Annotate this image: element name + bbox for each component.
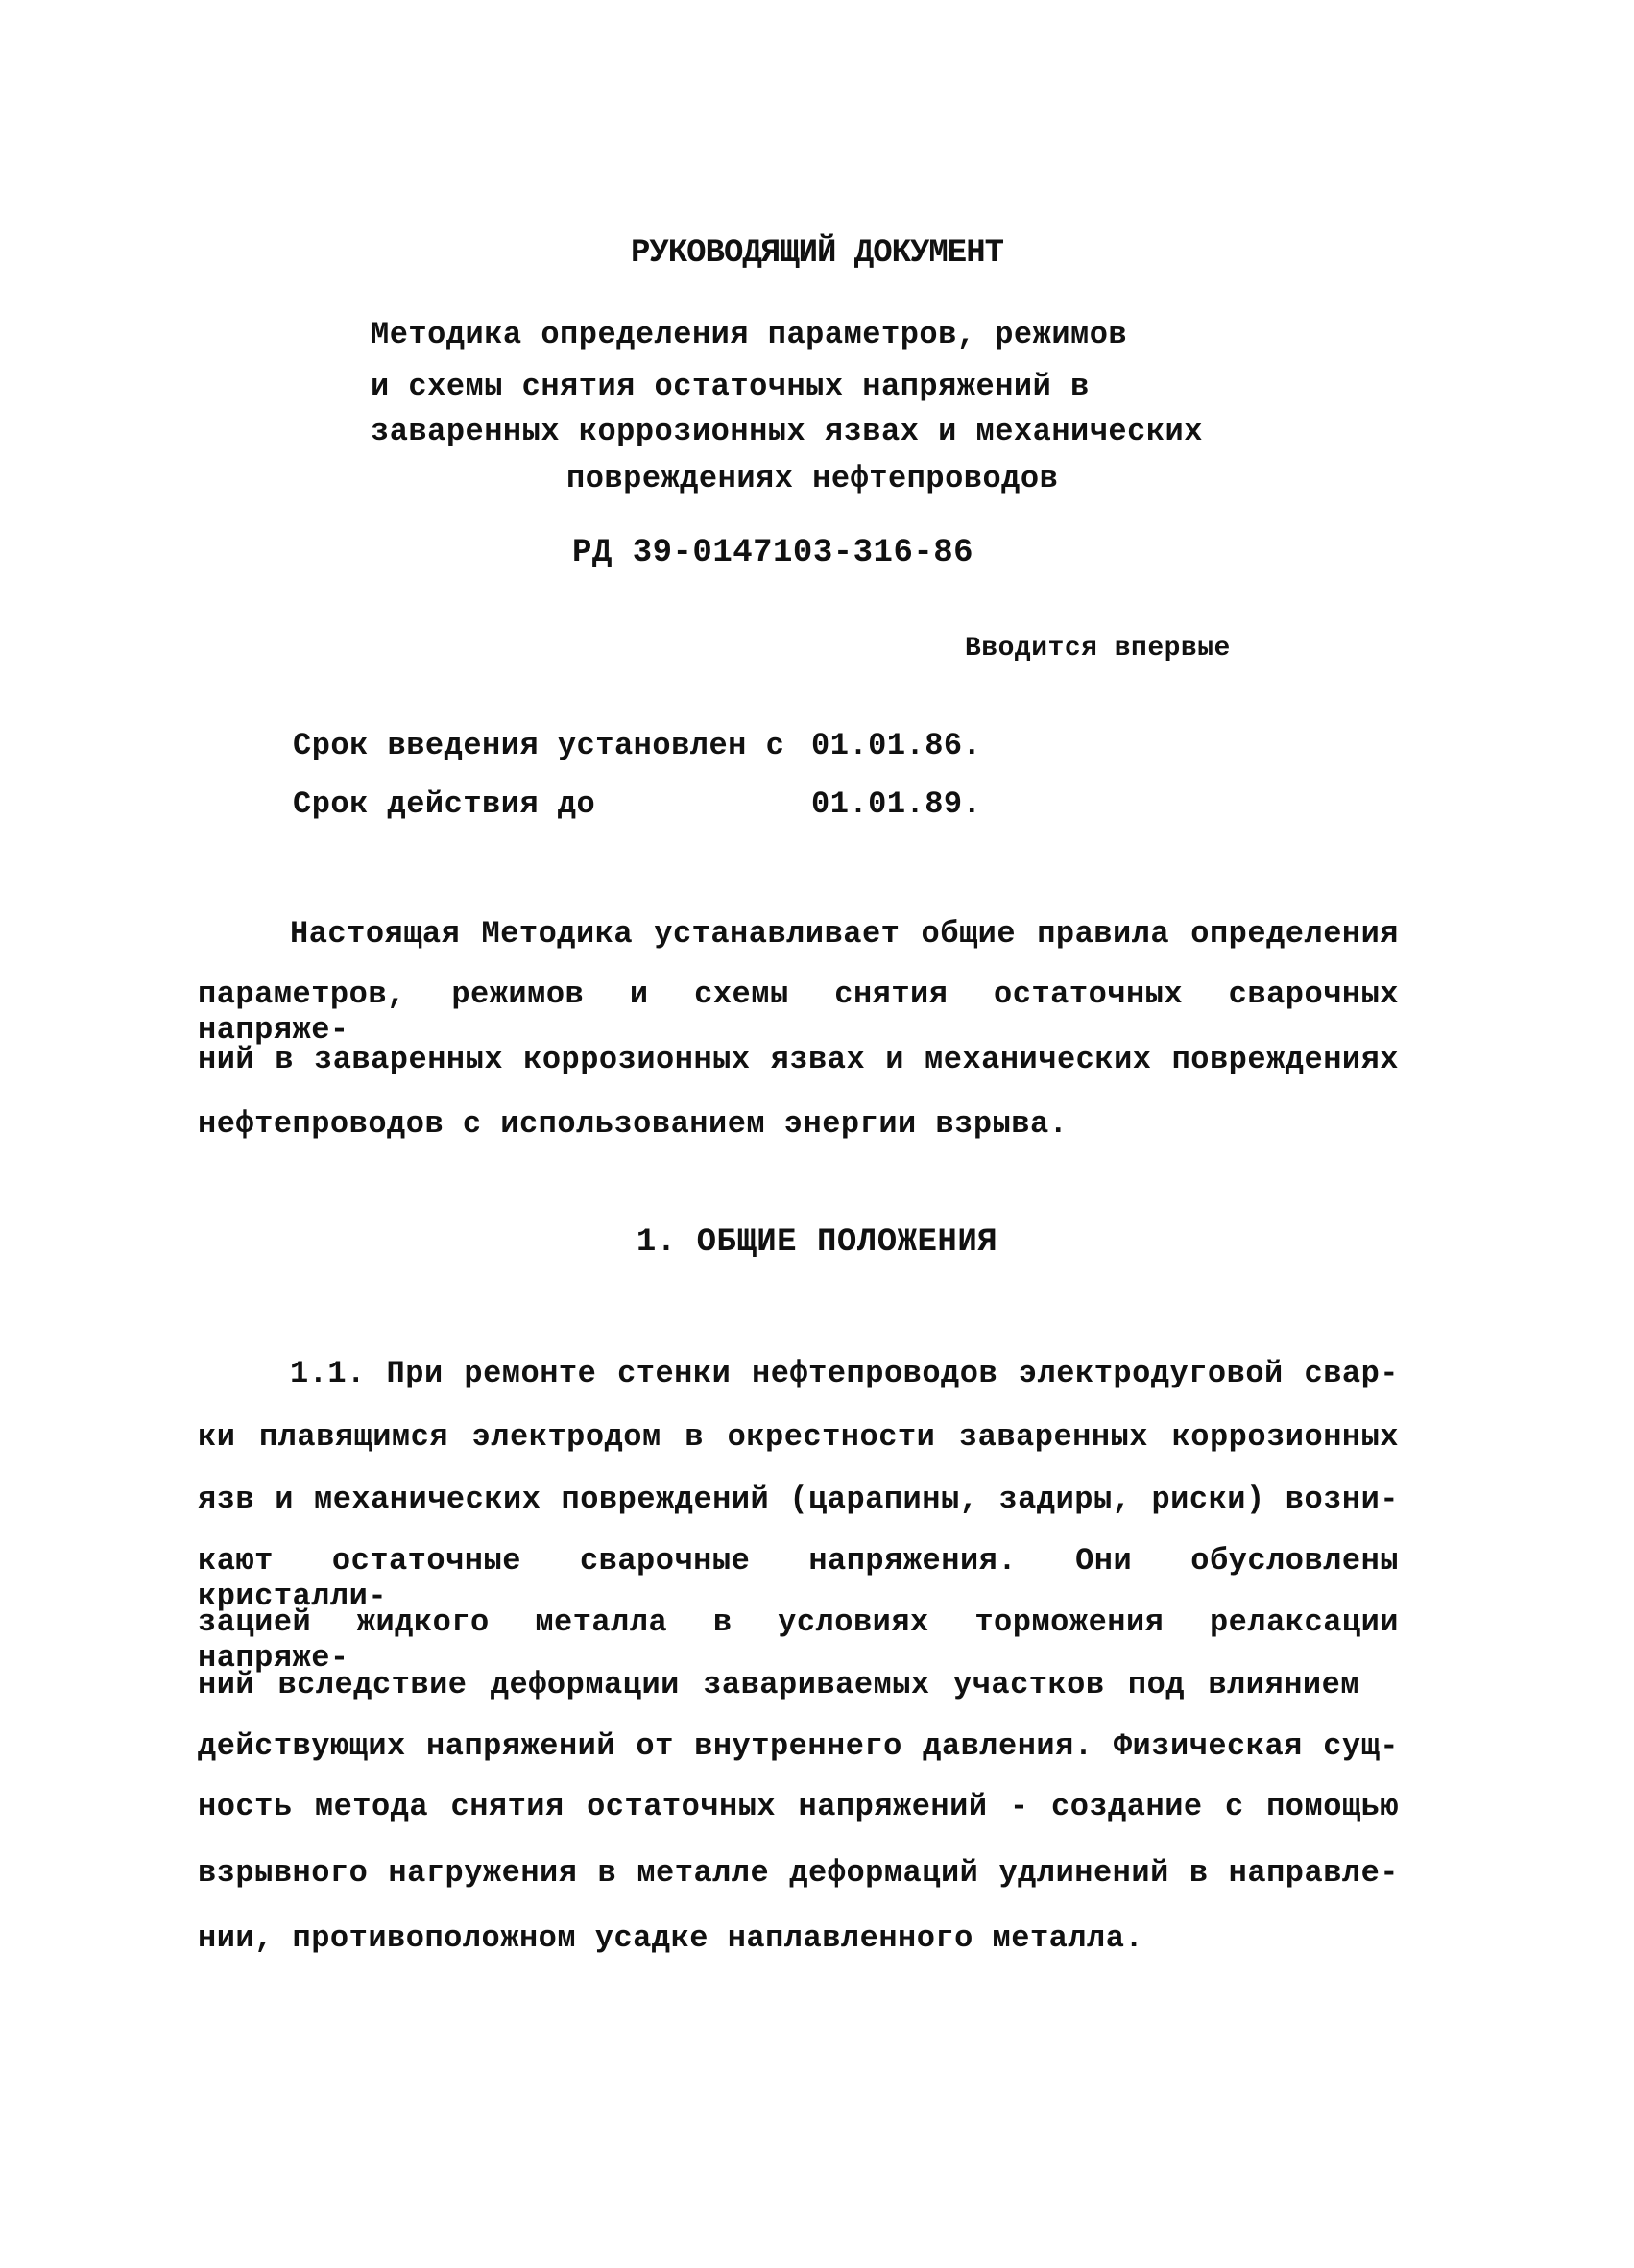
intro-line: нефтепроводов с использованием энергии взрыва.	[198, 1106, 1069, 1142]
paragraph-line: нии, противоположном усадке наплавленного металла.	[198, 1920, 1144, 1956]
start-date-value: 01.01.86.	[811, 728, 982, 763]
section-heading: 1. ОБЩИЕ ПОЛОЖЕНИЯ	[636, 1224, 998, 1261]
paragraph-line: кают остаточные сварочные напряжения. Они обусловлены кристалли-	[198, 1543, 1399, 1614]
paragraph-line: ний вследствие деформации завариваемых участков под влиянием	[198, 1667, 1359, 1702]
document-title-line: Методика определения параметров, режимов	[371, 317, 1128, 352]
intro-line: параметров, режимов и схемы снятия остаточных сварочных напряже-	[198, 977, 1399, 1048]
intro-line: Настоящая Методика устанавливает общие правила определения	[290, 916, 1399, 952]
paragraph-line: взрывного нагружения в металле деформаций удлинений в направле-	[198, 1855, 1399, 1891]
introduced-note: Вводится впервые	[965, 634, 1231, 664]
paragraph-line: зацией жидкого металла в условиях торможения релаксации напряже-	[198, 1604, 1399, 1676]
paragraph-line: 1.1. При ремонте стенки нефтепроводов электродуговой свар-	[290, 1356, 1399, 1391]
paragraph-line: ки плавящимся электродом в окрестности заваренных коррозионных	[198, 1419, 1399, 1455]
intro-line: ний в заваренных коррозионных язвах и механических повреждениях	[198, 1042, 1399, 1077]
start-date-label: Срок введения установлен с	[293, 728, 785, 763]
document-title-line: заваренных коррозионных язвах и механических	[371, 414, 1203, 449]
end-date-value: 01.01.89.	[811, 786, 982, 822]
paragraph-line: язв и механических повреждений (царапины, задиры, риски) возни-	[198, 1482, 1399, 1517]
document-title-line: повреждениях нефтепроводов	[566, 461, 1059, 496]
document-number: РД 39-0147103-316-86	[572, 535, 974, 571]
end-date-label: Срок действия до	[293, 786, 596, 822]
paragraph-line: ность метода снятия остаточных напряжений - создание с помощью	[198, 1789, 1399, 1824]
paragraph-line: действующих напряжений от внутреннего давления. Физическая сущ-	[198, 1728, 1399, 1764]
document-type-heading: РУКОВОДЯЩИЙ ДОКУМЕНТ	[630, 235, 1004, 272]
document-title-line: и схемы снятия остаточных напряжений в	[371, 369, 1090, 404]
